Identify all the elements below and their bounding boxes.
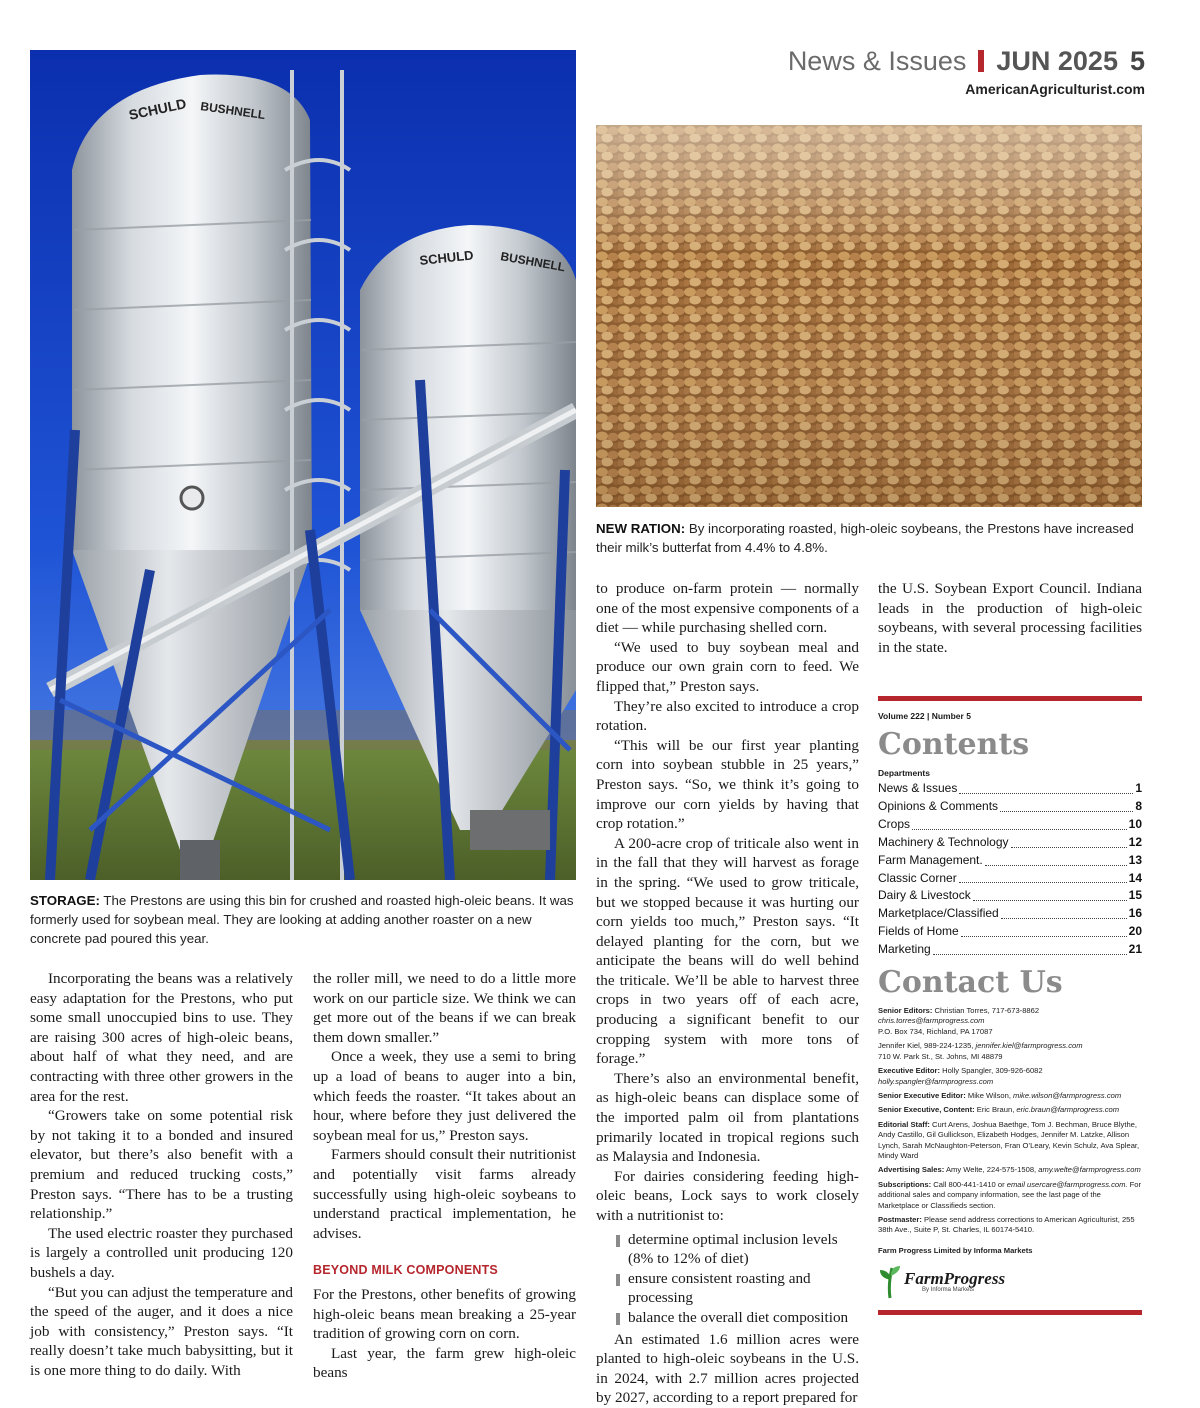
toc-row[interactable]	[878, 870, 1142, 888]
article-column-3	[596, 579, 859, 1408]
toc-page-number: 20	[1128, 924, 1142, 939]
toc-label: Fields of Home	[878, 924, 959, 939]
contact-postmaster: Postmaster: Please send address corrections to American Agriculturist, 255 38th Ave., Suite P, St. Charles, IL 60174-5410.	[878, 1214, 1135, 1235]
logo-wordmark: FarmProgress	[904, 1269, 1006, 1289]
toc-leader	[985, 852, 1127, 866]
farm-progress-logo	[878, 1264, 1142, 1300]
bullet-list	[596, 1230, 859, 1328]
contents-box	[878, 696, 1142, 1315]
toc-row[interactable]	[878, 852, 1142, 870]
section-subhead: BEYOND MILK COMPONENTS	[313, 1263, 498, 1278]
toc-leader	[973, 887, 1127, 901]
toc-page-number: 13	[1128, 852, 1142, 867]
toc-page-number: 8	[1135, 798, 1142, 813]
toc-leader	[933, 941, 1127, 955]
email-link[interactable]: mike.wilson@farmprogress.com	[1013, 1090, 1122, 1100]
logo-tagline: By Informa Markets	[922, 1287, 975, 1294]
list-item	[596, 1269, 859, 1308]
contact-kiel: Jennifer Kiel, 989-224-1235, jennifer.kiel@farmprogress.com 710 W. Park St., St. Johns, MI 48879	[878, 1041, 1083, 1061]
caption-label: NEW RATION:	[596, 521, 686, 536]
paragraph: For dairies considering feeding high-oleic beans, Lock says to work closely with a nutritionist to:	[596, 1167, 859, 1224]
paragraph: the roller mill, we need to do a little more work on our particle size. We think we can get more out of the beans if we can break them down smaller.”	[313, 970, 576, 1046]
paragraph: They’re also excited to introduce a crop rotation.	[596, 697, 859, 735]
paragraph: Once a week, they use a semi to bring up a load of beans to auger into a bin, which feeds the roaster. “It takes about an hour, where before they just delivered the soybean meal for us,” Preston says.	[313, 1048, 576, 1144]
toc-row[interactable]	[878, 923, 1142, 941]
toc-leader	[959, 780, 1133, 794]
email-link[interactable]: jennifer.kiel@farmprogress.com	[975, 1041, 1083, 1051]
contact-subscriptions: Subscriptions: Call 800-441-1410 or email usercare@farmprogress.com. For additional sales and company information, see the last page of the Marketplace or Classifieds section.	[878, 1179, 1142, 1210]
list-item	[596, 1230, 859, 1269]
toc-row[interactable]	[878, 834, 1142, 852]
toc-label: Opinions & Comments	[878, 798, 999, 813]
silo-photo	[30, 50, 576, 880]
toc-label: Machinery & Technology	[878, 834, 1009, 849]
issue-date: JUN 2025	[996, 46, 1118, 76]
email-link[interactable]: eric.braun@farmprogress.com	[1016, 1105, 1120, 1115]
toc-page-number: 21	[1128, 942, 1142, 957]
paragraph: “This will be our first year planting corn into soybean stubble in 25 years,” Preston says. “So, we think it’s going to improve our corn yields by having that crop rotation.”	[596, 736, 859, 833]
ration-caption	[596, 519, 1142, 557]
paragraph: Last year, the farm grew high-oleic beans	[313, 1344, 576, 1382]
caption-text: The Prestons are using this bin for crushed and roasted high-oleic beans. It was formerly used for soybean meal. They are looking at adding another roaster on a new concrete pad poured this year.	[30, 893, 574, 946]
paragraph: For the Prestons, other benefits of growing high-oleic beans mean breaking a 25-year tradition of growing corn on corn.	[313, 1285, 576, 1343]
bullet-marker	[616, 1235, 620, 1247]
email-link[interactable]: amy.welte@farmprogress.com	[1038, 1165, 1141, 1175]
bullet-marker	[616, 1313, 620, 1325]
bottom-rule	[878, 1310, 1142, 1315]
toc-label: Farm Management.	[878, 852, 983, 867]
list-item	[596, 1308, 859, 1328]
toc-row[interactable]	[878, 887, 1142, 905]
storage-caption	[30, 891, 576, 948]
contact-senior-editors: Senior Editors: Christian Torres, 717-673-8862 chris.torres@farmprogress.com P.O. Box 734, Richland, PA 17087	[878, 1006, 1040, 1036]
bin-brand-text-4: BUSHNELL	[499, 249, 567, 275]
toc-page-number: 15	[1128, 888, 1142, 903]
paragraph: “But you can adjust the temperature and the speed of the auger, and it does a nice job with consistency,” Preston says. “It really doesn’t take much babysitting, but it is one more thing to do daily. With	[30, 1283, 293, 1379]
paragraph: A 200-acre crop of triticale also went in in the fall that they will harvest as forage in the spring. “We used to grow triticale, but we stopped because it was hurting our corn yields too much,” Preston says. “It delayed planting for the corn, but we anticipate the beans will do well behind the triticale. We’ll be able to harvest three crops in two years off of each acre, producing a significant benefit to our cropping system with more tons of forage.”	[596, 834, 859, 1068]
paragraph: There’s also an environmental benefit, as high-oleic beans can displace some of the imported palm oil from plantations primarily located in tropical regions such as Malaysia and Indonesia.	[596, 1069, 859, 1166]
email-link[interactable]: holly.spangler@farmprogress.com	[878, 1076, 994, 1086]
toc-row[interactable]	[878, 941, 1142, 959]
contents-title: Contents	[878, 727, 1030, 762]
toc-leader	[1001, 905, 1127, 919]
bin-brand-text-1: SCHULD	[127, 95, 188, 123]
section-name: News & Issues	[787, 46, 967, 76]
toc-page-number: 14	[1128, 870, 1142, 885]
toc-page-number: 12	[1128, 834, 1142, 849]
website: AmericanAgriculturist.com	[965, 81, 1145, 97]
toc-label: Crops	[878, 816, 911, 831]
toc-page-number: 1	[1135, 781, 1142, 795]
article-column-1	[30, 969, 293, 1380]
toc-label: Classic Corner	[878, 870, 957, 885]
toc-row[interactable]	[878, 780, 1142, 798]
toc-label: Dairy & Livestock	[878, 888, 971, 903]
header-line	[760, 46, 1145, 77]
contact-title: Contact Us	[878, 965, 1063, 1001]
leaf-icon	[878, 1264, 902, 1300]
soybeans-photo	[596, 125, 1142, 507]
paragraph: “We used to buy soybean meal and produce our own grain corn to feed. We flipped that,” Preston says.	[596, 638, 859, 695]
contact-advertising: Advertising Sales: Amy Welte, 224-575-1508, amy.welte@farmprogress.com	[878, 1165, 1141, 1175]
list-item-text: ensure consistent roasting and processing	[628, 1269, 811, 1307]
toc-leader	[1011, 834, 1127, 848]
page-number: 5	[1129, 46, 1145, 76]
toc-leader	[959, 870, 1127, 884]
paragraph: Farmers should consult their nutritionist and potentially visit farms already successfully using high-oleic soybeans to understand practical implementation, he advises.	[313, 1146, 576, 1242]
header-divider	[978, 50, 984, 72]
email-link[interactable]: email usercare@farmprogress.com.	[1006, 1179, 1128, 1189]
list-item-text: determine optimal inclusion levels (8% to 12% of diet)	[628, 1230, 838, 1268]
paragraph: “Growers take on some potential risk by not taking it to a bonded and insured elevator, but there’s also benefit with a premium and reduced trucking costs,” Preston says. “There has to be a trusting relationship.”	[30, 1107, 293, 1223]
bin-brand-text-3: SCHULD	[418, 247, 475, 268]
toc-leader	[1000, 798, 1133, 812]
contact-senior-executive-content: Senior Executive, Content: Eric Braun, eric.braun@farmprogress.com	[878, 1105, 1120, 1115]
contact-list	[878, 1006, 1142, 1256]
bullet-marker	[616, 1274, 620, 1286]
paragraph: Incorporating the beans was a relatively easy adaptation for the Prestons, who put some small unoccupied bins to use. They are raising 300 acres of high-oleic beans, about half of what they need, and are contracting with three other growers in the area for the rest.	[30, 970, 293, 1105]
toc-row[interactable]	[878, 798, 1142, 816]
bin-brand-text-2: BUSHNELL	[199, 99, 267, 123]
page-header	[760, 46, 1145, 97]
paragraph: the U.S. Soybean Export Council. Indiana leads in the production of high-oleic soybeans, with several processing facilities in the state.	[878, 580, 1142, 656]
top-rule	[878, 696, 1142, 701]
toc-label: Marketing	[878, 942, 931, 957]
article-column-2	[313, 969, 576, 1383]
contact-senior-executive-editor: Senior Executive Editor: Mike Wilson, mike.wilson@farmprogress.com	[878, 1090, 1122, 1100]
departments-heading: Departments	[878, 768, 930, 778]
toc-row[interactable]	[878, 905, 1142, 923]
email-link[interactable]: chris.torres@farmprogress.com	[878, 1016, 985, 1026]
list-item-text: balance the overall diet composition	[628, 1308, 849, 1326]
toc-row[interactable]	[878, 816, 1142, 834]
toc-leader	[961, 923, 1127, 937]
caption-text: By incorporating roasted, high-oleic soybeans, the Prestons have increased their milk’s butterfat from 4.4% to 4.8%.	[596, 521, 1134, 555]
paragraph: The used electric roaster they purchased is largely a controlled unit producing 120 bushels a day.	[30, 1224, 293, 1281]
contact-editorial-staff: Editorial Staff: Curt Arens, Joshua Baethge, Tom J. Bechman, Bruce Blythe, Andy Castillo, Gil Gullickson, Elizabeth Hodges, Jennifer M. Latzke, Allison Lynch, Sarah McNaughton-Peterson, Fran O’Leary, Kevin Schulz, Ava Splear, Mindy Ward	[878, 1119, 1140, 1160]
volume-number: Volume 222 | Number 5	[878, 711, 971, 721]
table-of-contents	[878, 780, 1142, 959]
contact-executive-editor: Executive Editor: Holly Spangler, 309-926-6082 holly.spangler@farmprogress.com	[878, 1066, 1043, 1086]
toc-label: News & Issues	[878, 781, 958, 795]
toc-label: Marketplace/Classified	[878, 906, 999, 921]
article-column-4	[878, 579, 1142, 657]
toc-page-number: 16	[1128, 906, 1142, 921]
caption-label: STORAGE:	[30, 893, 100, 908]
paragraph: to produce on-farm protein — normally one of the most expensive components of a diet — while purchasing shelled corn.	[596, 580, 859, 637]
toc-page-number: 10	[1128, 816, 1142, 831]
publisher-line: Farm Progress Limited by Informa Markets	[878, 1245, 1033, 1255]
paragraph: An estimated 1.6 million acres were planted to high-oleic soybeans in the U.S. in 2024, with 2.7 million acres projected by 2027, according to a report prepared for	[596, 1330, 859, 1407]
toc-leader	[912, 816, 1127, 830]
